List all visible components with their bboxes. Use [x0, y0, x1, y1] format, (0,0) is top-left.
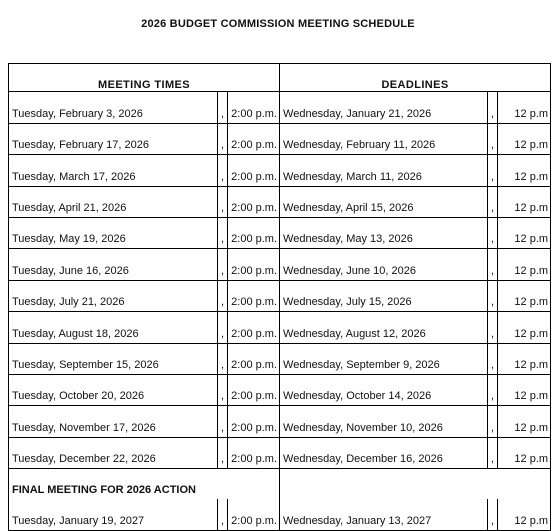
deadline-date-cell: Wednesday, April 15, 2026 [280, 186, 488, 217]
deadline-date-cell: Wednesday, January 21, 2026 [280, 92, 488, 123]
deadline-date-cell: Wednesday, May 13, 2026 [280, 217, 488, 248]
table-row [9, 217, 551, 248]
meeting-date-cell: Tuesday, December 22, 2026 [9, 437, 218, 468]
table-row [9, 374, 551, 405]
meeting-comma-cell: , [218, 92, 228, 123]
meeting-time-cell: 2:00 p.m. [228, 406, 280, 437]
final-meeting-heading: FINAL MEETING FOR 2026 ACTION [9, 469, 280, 500]
meeting-time-cell: 2:00 p.m. [228, 343, 280, 374]
deadline-comma-cell: , [488, 280, 498, 311]
meeting-comma-cell: , [218, 249, 228, 280]
deadline-date-cell: Wednesday, February 11, 2026 [280, 123, 488, 154]
meeting-comma-cell: , [218, 312, 228, 343]
deadline-date-cell: Wednesday, December 16, 2026 [280, 437, 488, 468]
meeting-time-cell: 2:00 p.m. [228, 280, 280, 311]
deadline-time-cell: 12 p.m [498, 499, 551, 530]
deadline-comma-cell: , [488, 437, 498, 468]
meeting-time-cell: 2:00 p.m. [228, 123, 280, 154]
meeting-date-cell: Tuesday, October 20, 2026 [9, 374, 218, 405]
meeting-comma-cell: , [218, 499, 228, 530]
deadline-comma-cell: , [488, 406, 498, 437]
table-row [9, 406, 551, 437]
meeting-date-cell: Tuesday, July 21, 2026 [9, 280, 218, 311]
meeting-date-cell: Tuesday, May 19, 2026 [9, 217, 218, 248]
meeting-time-cell: 2:00 p.m. [228, 374, 280, 405]
deadline-date-cell: Wednesday, October 14, 2026 [280, 374, 488, 405]
meeting-comma-cell: , [218, 186, 228, 217]
deadline-date-cell: Wednesday, March 11, 2026 [280, 155, 488, 186]
deadline-date-cell: Wednesday, September 9, 2026 [280, 343, 488, 374]
deadline-time-cell: 12 p.m [498, 374, 551, 405]
deadline-comma-cell: , [488, 374, 498, 405]
deadline-time-cell: 12 p.m [498, 123, 551, 154]
deadline-time-cell: 12 p.m [498, 280, 551, 311]
meeting-time-cell: 2:00 p.m. [228, 217, 280, 248]
table-row [9, 92, 551, 123]
deadline-time-cell: 12 p.m [498, 92, 551, 123]
header-row [9, 64, 551, 92]
deadline-date-cell: Wednesday, June 10, 2026 [280, 249, 488, 280]
table-row [9, 123, 551, 154]
meeting-date-cell: Tuesday, February 17, 2026 [9, 123, 218, 154]
table-row [9, 343, 551, 374]
meeting-times-header: MEETING TIMES [9, 64, 280, 92]
deadline-comma-cell: , [488, 155, 498, 186]
table-row [9, 312, 551, 343]
table-row [9, 499, 551, 530]
meeting-date-cell: Tuesday, April 21, 2026 [9, 186, 218, 217]
meeting-comma-cell: , [218, 437, 228, 468]
meeting-time-cell: 2:00 p.m. [228, 312, 280, 343]
meeting-comma-cell: , [218, 123, 228, 154]
meeting-date-cell: Tuesday, January 19, 2027 [9, 499, 218, 530]
meeting-date-cell: Tuesday, March 17, 2026 [9, 155, 218, 186]
meeting-time-cell: 2:00 p.m. [228, 186, 280, 217]
deadlines-header: DEADLINES [280, 64, 551, 92]
meeting-comma-cell: , [218, 406, 228, 437]
deadline-comma-cell: , [488, 249, 498, 280]
deadline-time-cell: 12 p.m [498, 186, 551, 217]
deadline-time-cell: 12 p.m [498, 437, 551, 468]
meeting-time-cell: 2:00 p.m. [228, 249, 280, 280]
deadline-comma-cell: , [488, 217, 498, 248]
table-row [9, 186, 551, 217]
meeting-date-cell: Tuesday, February 3, 2026 [9, 92, 218, 123]
meeting-date-cell: Tuesday, November 17, 2026 [9, 406, 218, 437]
meeting-time-cell: 2:00 p.m. [228, 92, 280, 123]
meeting-date-cell: Tuesday, September 15, 2026 [9, 343, 218, 374]
meeting-time-cell: 2:00 p.m. [228, 499, 280, 530]
deadline-comma-cell: , [488, 123, 498, 154]
deadline-time-cell: 12 p.m [498, 217, 551, 248]
deadline-time-cell: 12 p.m [498, 343, 551, 374]
deadline-time-cell: 12 p.m [498, 406, 551, 437]
deadline-time-cell: 12 p.m [498, 155, 551, 186]
deadline-date-cell: Wednesday, July 15, 2026 [280, 280, 488, 311]
deadline-comma-cell: , [488, 186, 498, 217]
deadline-comma-cell: , [488, 343, 498, 374]
table-row [9, 437, 551, 468]
meeting-time-cell: 2:00 p.m. [228, 155, 280, 186]
meeting-comma-cell: , [218, 374, 228, 405]
meeting-time-cell: 2:00 p.m. [228, 437, 280, 468]
meeting-comma-cell: , [218, 343, 228, 374]
meeting-date-cell: Tuesday, August 18, 2026 [9, 312, 218, 343]
deadline-comma-cell: , [488, 499, 498, 530]
table-row [9, 249, 551, 280]
final-heading-row [9, 469, 551, 500]
table-row [9, 155, 551, 186]
deadline-time-cell: 12 p.m [498, 249, 551, 280]
deadline-date-cell: Wednesday, January 13, 2027 [280, 499, 488, 530]
deadline-time-cell: 12 p.m [498, 312, 551, 343]
table-row [9, 280, 551, 311]
meeting-comma-cell: , [218, 155, 228, 186]
meeting-comma-cell: , [218, 280, 228, 311]
page-title: 2026 BUDGET COMMISSION MEETING SCHEDULE [141, 18, 415, 30]
deadline-comma-cell: , [488, 312, 498, 343]
schedule-table [8, 63, 551, 531]
deadline-date-cell: Wednesday, August 12, 2026 [280, 312, 488, 343]
final-heading-blank [280, 469, 551, 500]
deadline-date-cell: Wednesday, November 10, 2026 [280, 406, 488, 437]
meeting-comma-cell: , [218, 217, 228, 248]
meeting-date-cell: Tuesday, June 16, 2026 [9, 249, 218, 280]
deadline-comma-cell: , [488, 92, 498, 123]
